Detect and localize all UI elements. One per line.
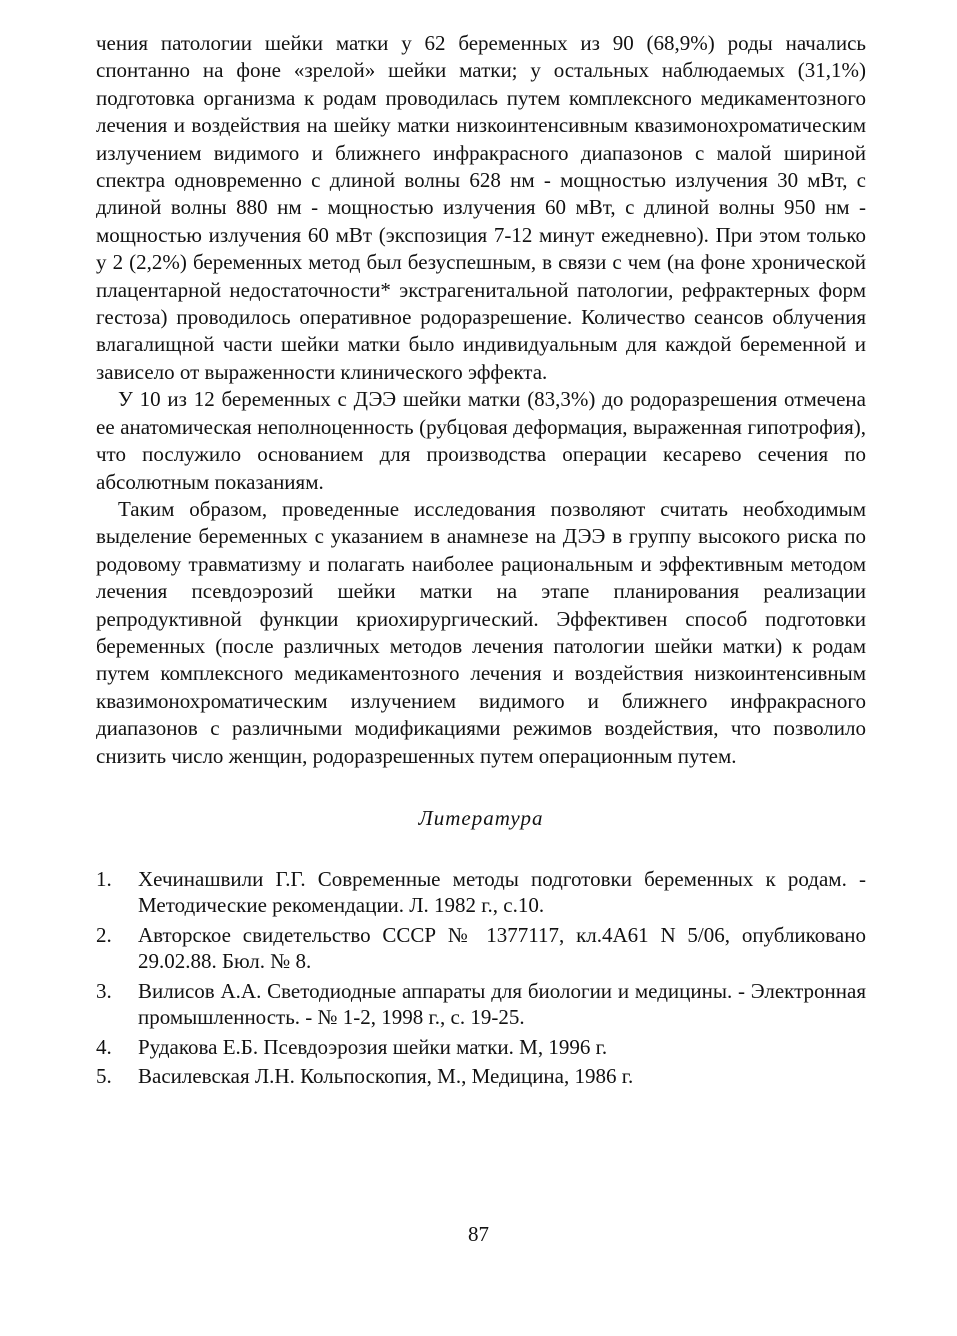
body-text: [96, 30, 866, 770]
reference-item: [96, 922, 866, 975]
reference-number: 2.: [96, 922, 112, 947]
reference-item: [96, 1034, 866, 1061]
reference-number: 1.: [96, 866, 112, 891]
reference-number: 3.: [96, 978, 112, 1003]
reference-text: Вилисов А.А. Светодиодные аппараты для биологии и медицины. - Электронная промышленность. - № 1-2, 1998 г., с. 19-25.: [138, 978, 866, 1030]
reference-item: [96, 1063, 866, 1090]
reference-number: 4.: [96, 1034, 112, 1059]
references-list: [96, 866, 866, 1090]
page-number: 87: [468, 1222, 489, 1246]
reference-item: [96, 866, 866, 919]
reference-text: Авторское свидетельство СССР № 1377117, кл.4А61 N 5/06, опубликовано 29.02.88. Бюл. № 8.: [138, 922, 866, 974]
page-content: [96, 30, 866, 1093]
references-title: Литература: [418, 805, 544, 830]
reference-text: Хечинашвили Г.Г. Современные методы подготовки беременных к родам. - Методические рекомендации. Л. 1982 г., с.10.: [138, 866, 866, 918]
reference-item: [96, 978, 866, 1031]
reference-text: Василевская Л.Н. Кольпоскопия, М., Медицина, 1986 г.: [138, 1064, 634, 1089]
reference-text: Рудакова Е.Б. Псевдоэрозия шейки матки. М, 1996 г.: [138, 1034, 608, 1059]
reference-number: 5.: [96, 1064, 112, 1089]
paragraph-continued: чения патологии шейки матки у 62 беременных из 90 (68,9%) роды начались спонтанно на фоне «зрелой» шейки матки; у остальных наблюдаемых (31,1%) подготовка организма к родам проводилась путем комплексного медикаментозного лечения и воздействия на шейку матки низкоинтенсивным квазимонохроматическим излучением видимого и ближнего инфракрасного диапазонов с малой шириной спектра одновременно с длиной волны 628 нм - мощностью излучения 30 мВт, с длиной волны 880 нм - мощностью излучения 60 мВт, с длиной волны 950 нм - мощностью излучения 60 мВт (экспозиция 7-12 минут ежедневно). При этом только у 2 (2,2%) беременных метод был безуспешным, в связи с чем (на фоне хронической плацентарной недостаточности* экстрагенитальной патологии, рефрактерных форм гестоза) проводилось оперативное родоразрешение. Количество сеансов облучения влагалищной части шейки матки было индивидуальным для каждой беременной и зависело от выраженности клинического эффекта.: [96, 31, 866, 384]
paragraph: У 10 из 12 беременных с ДЭЭ шейки матки (83,3%) до родоразрешения отмечена ее анатомическая неполноценность (рубцовая деформация, выраженная гипотрофия), что послужило основанием для производства операции кесарево сечения по абсолютным показаниям.: [96, 387, 866, 494]
paragraph: Таким образом, проведенные исследования позволяют считать необходимым выделение беременных с указанием в анамнезе на ДЭЭ в группу высокого риска по родовому травматизму и полагать наиболее рациональным и эффективным методом лечения псевдоэрозий шейки матки на этапе планирования реализации репродуктивной функции криохирургический. Эффективен способ подготовки беременных (после различных методов лечения патологии шейки матки) к родам путем комплексного медикаментозного лечения и воздействия низкоинтенсивным квазимонохроматическим излучением видимого и ближнего инфракрасного диапазонов с различными модификациями режимов воздействия, что позволило снизить число женщин, родоразрешенных путем операционным путем.: [96, 496, 866, 768]
